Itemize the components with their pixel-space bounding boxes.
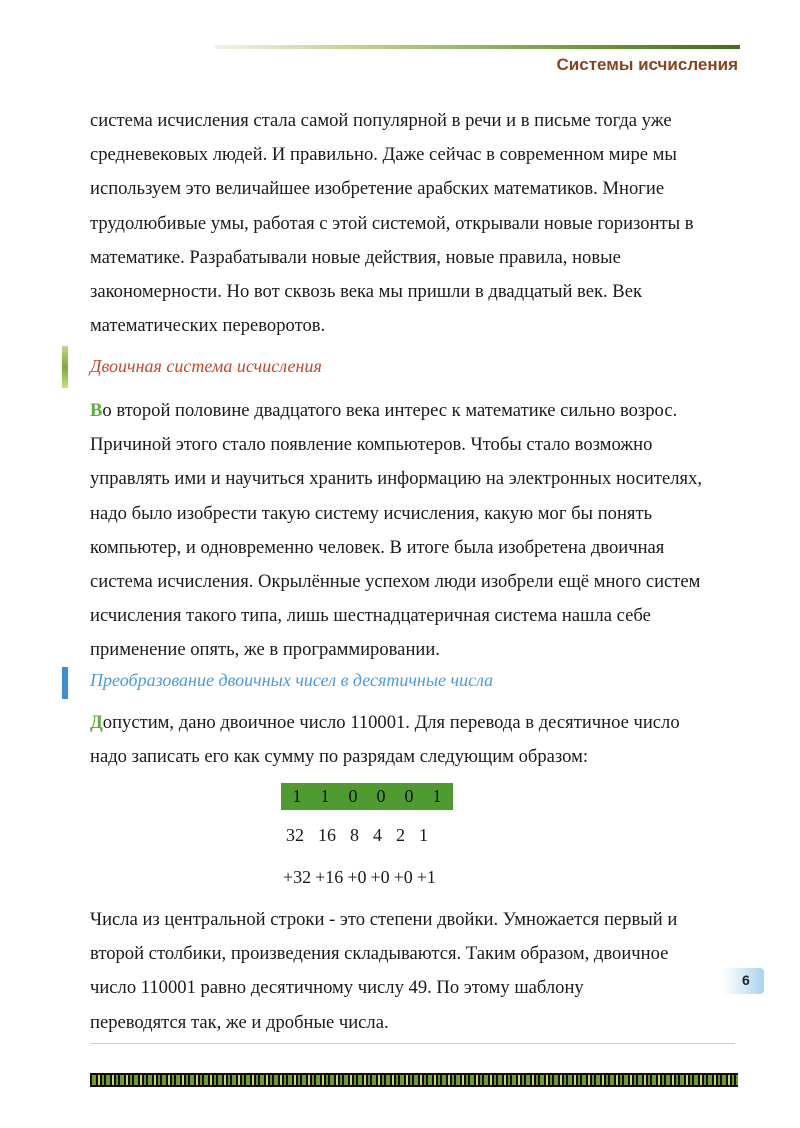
text-line: [90, 706, 740, 740]
text-run: опустим, дано двоичное число 110001. Для перевода в десятичное число: [102, 712, 680, 733]
text-line: надо было изобрести такую систему исчисления, какую мог бы понять: [90, 502, 653, 524]
binary-digit: 1: [292, 786, 302, 806]
section-marker: [62, 667, 68, 699]
text-line: математических переворотов.: [90, 315, 326, 337]
weight-value: 2: [396, 825, 405, 845]
text-line: второй столбики, произведения складываются. Таким образом, двоичное: [90, 943, 669, 965]
text-line: компьютер, и одновременно человек. В итоге была изобретена двоичная: [90, 536, 665, 558]
text-line: система исчисления. Окрылённые успехом люди изобрели ещё много систем: [90, 571, 701, 593]
term-value: +1: [416, 867, 436, 887]
binary-digits-row: [281, 783, 453, 810]
intro-paragraph: [90, 104, 740, 343]
text-line: Причиной этого стало появление компьютеров. Чтобы стало возможно: [90, 434, 653, 456]
section-heading-binary: Двоичная система исчисления: [90, 356, 322, 376]
terms-row: [283, 867, 440, 888]
text-line: закономерности. Но вот сквозь века мы пришли в двадцатый век. Век: [90, 281, 642, 303]
text-line: система исчисления стала самой популярной в речи и в письме тогда уже: [90, 110, 672, 131]
term-value: +16: [315, 867, 344, 887]
running-title: Системы исчисления: [556, 55, 738, 74]
weight-value: 32: [286, 825, 304, 845]
weights-row: [286, 825, 442, 846]
decorative-border: [90, 1073, 738, 1087]
text-line: применение опять, же в программировании.: [90, 639, 440, 661]
text-line: переводятся так, же и дробные числа.: [90, 1011, 389, 1033]
term-value: +0: [347, 867, 367, 887]
term-value: +0: [370, 867, 390, 887]
text-run: о второй половине двадцатого века интерес к математике сильно возрос.: [102, 400, 678, 421]
binary-digit: 0: [404, 786, 414, 806]
text-line: управлять ими и научиться хранить информацию на электронных носителях,: [90, 468, 703, 490]
binary-paragraph: [90, 394, 740, 668]
section-heading-conversion: Преобразование двоичных чисел в десятичные числа: [90, 670, 494, 690]
text-line: трудолюбивые умы, работая с этой системой, открывали новые горизонты в: [90, 212, 694, 234]
binary-digit: 1: [320, 786, 330, 806]
weight-value: 16: [318, 825, 336, 845]
closing-paragraph: [90, 903, 740, 1040]
weight-value: 4: [373, 825, 382, 845]
text-line: используем это величайшее изобретение арабских математиков. Многие: [90, 178, 665, 200]
conversion-paragraph: [90, 706, 740, 774]
drop-cap: В: [90, 400, 103, 421]
footer-rule: [90, 1043, 735, 1044]
page-number: 6: [742, 972, 750, 988]
section-marker: [62, 346, 68, 388]
binary-digit: 0: [348, 786, 358, 806]
term-value: +0: [393, 867, 413, 887]
weight-value: 1: [419, 825, 428, 845]
header-rule: [215, 45, 740, 49]
text-line: исчисления такого типа, лишь шестнадцатеричная система нашла себе: [90, 605, 651, 627]
text-line: надо записать его как сумму по разрядам следующим образом:: [90, 746, 589, 768]
text-line: средневековых людей. И правильно. Даже сейчас в современном мире мы: [90, 144, 677, 166]
text-line: число 110001 равно десятичному числу 49. По этому шаблону: [90, 977, 584, 999]
binary-digit: 1: [432, 786, 442, 806]
term-value: +32: [283, 867, 312, 887]
drop-cap: Д: [90, 712, 103, 733]
binary-digit: 0: [376, 786, 386, 806]
text-line: [90, 394, 740, 428]
text-line: Числа из центральной строки - это степени двойки. Умножается первый и: [90, 909, 678, 930]
weight-value: 8: [350, 825, 359, 845]
text-line: математике. Разрабатывали новые действия, новые правила, новые: [90, 246, 621, 268]
